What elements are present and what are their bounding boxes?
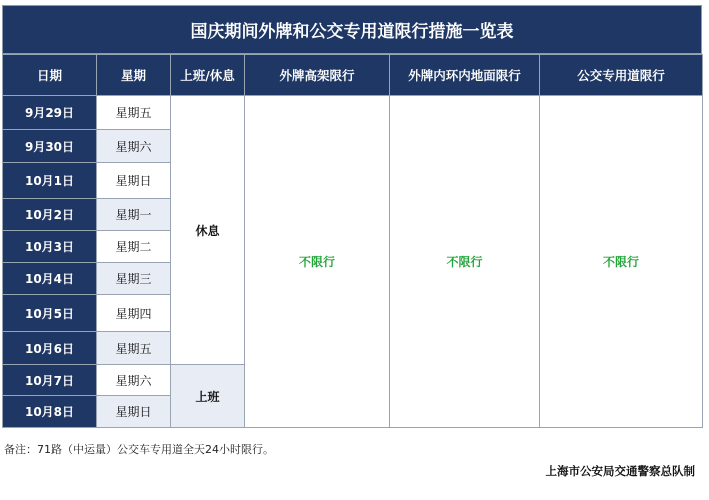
date-cell: 10月2日	[3, 199, 97, 231]
header-elevated-limit: 外牌高架限行	[245, 55, 390, 96]
inner-ring-limit-cell: 不限行	[390, 96, 540, 428]
date-cell: 10月7日	[3, 365, 97, 396]
weekday-cell: 星期五	[97, 96, 171, 130]
date-cell: 10月8日	[3, 396, 97, 428]
weekday-cell: 星期三	[97, 263, 171, 295]
footnote: 备注：71路（中运量）公交车专用道全天24小时限行。	[4, 443, 274, 456]
header-work-rest: 上班/休息	[171, 55, 245, 96]
header-row	[3, 55, 703, 96]
issuer-signature: 上海市公安局交通警察总队制	[545, 464, 695, 478]
date-cell: 10月1日	[3, 163, 97, 199]
date-cell: 10月5日	[3, 295, 97, 332]
table-row	[3, 96, 703, 130]
header-weekday: 星期	[97, 55, 171, 96]
weekday-cell: 星期一	[97, 199, 171, 231]
restriction-table	[2, 54, 703, 428]
weekday-cell: 星期二	[97, 231, 171, 263]
weekday-cell: 星期六	[97, 130, 171, 163]
table-title: 国庆期间外牌和公交专用道限行措施一览表	[2, 5, 702, 54]
elevated-limit-cell: 不限行	[245, 96, 390, 428]
date-cell: 10月4日	[3, 263, 97, 295]
date-cell: 10月6日	[3, 332, 97, 365]
rest-cell: 休息	[171, 96, 245, 365]
date-cell: 9月29日	[3, 96, 97, 130]
weekday-cell: 星期四	[97, 295, 171, 332]
header-inner-ring-limit: 外牌内环内地面限行	[390, 55, 540, 96]
work-cell: 上班	[171, 365, 245, 428]
date-cell: 10月3日	[3, 231, 97, 263]
bus-lane-limit-cell: 不限行	[540, 96, 703, 428]
weekday-cell: 星期五	[97, 332, 171, 365]
header-date: 日期	[3, 55, 97, 96]
weekday-cell: 星期日	[97, 163, 171, 199]
schedule-table-frame	[2, 5, 702, 428]
date-cell: 9月30日	[3, 130, 97, 163]
header-bus-lane-limit: 公交专用道限行	[540, 55, 703, 96]
weekday-cell: 星期日	[97, 396, 171, 428]
weekday-cell: 星期六	[97, 365, 171, 396]
